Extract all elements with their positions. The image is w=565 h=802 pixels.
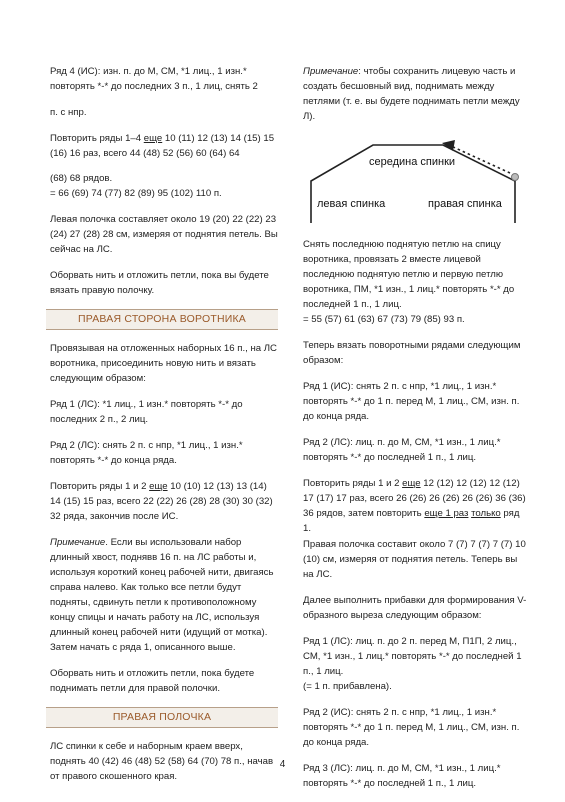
section-heading-right-front: ПРАВАЯ ПОЛОЧКА [46,707,278,728]
right-paragraph: Ряд 2 (ЛС): лиц. п. до М, СМ, *1 изн., 1 лиц.* повторять *-* до последней 1 п., 1 лиц. [303,437,501,463]
right-paragraph: Снять последнюю поднятую петлю на спицу воротника, провязать 2 вместе лицевой последнюю поднятую петлю и первую петлю воротника, ПМ, *1 изн., 1 лиц.* повторять *-* до последней 1 п., 1 лиц. = 55 (57) 61 (63) 67 (73) 79 (85) 93 п. [303,239,515,325]
left-paragraph: Повторить ряды 1 и 2 еще 10 (10) 12 (13) 13 (14) 14 (15) 15 раз, всего 22 (22) 26 (28) 28 (30) 30 (32) 32 ряда, закончив после ИС. [50,481,273,522]
left-paragraph: Ряд 2 (ЛС): снять 2 п. с нпр, *1 лиц., 1 изн.* повторять *-* до конца ряда. [50,440,243,466]
page-number: 4 [279,759,286,770]
left-paragraph: (68) 68 рядов. = 66 (69) 74 (77) 82 (89) 95 (102) 110 п. [50,173,222,199]
right-paragraph: Ряд 3 (ЛС): лиц. п. до М, СМ, *1 изн., 1 лиц.* повторять *-* до последней 1 п., 1 лиц. [303,763,501,789]
left-paragraph: Повторить ряды 1–4 еще 10 (11) 12 (13) 14 (15) 15 (16) 16 раз, всего 44 (48) 52 (56) 60 (64) 64 [50,133,275,159]
left-paragraph: Левая полочка составляет около 19 (20) 22 (22) 23 (24) 27 (28) 28 см, измеряя от поднятия петель. Вы сейчас на ЛС. [50,214,278,255]
section-heading-right-collar: ПРАВАЯ СТОРОНА ВОРОТНИКА [46,309,278,330]
left-paragraph: Провязывая на отложенных наборных 16 п., на ЛС воротника, присоединить новую нить и вязать следующим образом: [50,343,277,384]
left-paragraph: Оборвать нить и отложить петли, пока вы будете вязать правую полочку. [50,270,269,296]
left-paragraph: Ряд 1 (ЛС): *1 лиц., 1 изн.* повторять *-* до последних 2 п., 2 лиц. [50,399,243,425]
diagram-label-right: правая спинка [428,198,502,210]
note-paragraph: Примечание: чтобы сохранить лицевую часть и создать бесшовный вид, поднимать между петлями (т. е. вы будете поднимать петли между Л). [303,66,520,122]
right-paragraph: Ряд 2 (ИС): снять 2 п. с нпр, *1 лиц., 1 изн.* повторять *-* до 1 п. перед М, 1 лиц., СМ, изн. п. до конца ряда. [303,707,520,748]
left-paragraph: Ряд 4 (ИС): изн. п. до М, СМ, *1 лиц., 1 изн.* повторять *-* до последних 3 п., 1 лиц, снять 2 [50,66,258,92]
right-paragraph: Правая полочка составит около 7 (7) 7 (7) 7 (7) 10 (10) см, измеряя от поднятия петель. Теперь вы на ЛС. [303,539,526,580]
left-column [50,64,278,795]
diagram-label-left: левая спинка [317,198,386,210]
right-paragraph: Теперь вязать поворотными рядами следующим образом: [303,340,521,366]
back-pickup-diagram [303,135,529,225]
left-paragraph: п. с нпр. [50,107,87,118]
right-paragraph: Ряд 1 (ИС): снять 2 п. с нпр, *1 лиц., 1 изн.* повторять *-* до 1 п. перед М, 1 лиц., СМ, изн. п. до конца ряда. [303,381,520,422]
right-paragraph: Повторить ряды 1 и 2 еще 12 (12) 12 (12) 12 (12) 17 (17) 17 раз, всего 26 (26) 26 (26) 26 (26) 36 (36) 36 рядов, затем повторить еще 1 раз только ряд 1. [303,478,526,534]
left-paragraph: ЛС спинки к себе и наборным краем вверх, поднять 40 (42) 46 (48) 52 (58) 64 (70) 78 п., начав от правого скошенного края. [50,741,274,782]
note-paragraph: Примечание. Если вы использовали набор длинный хвост, поднявв 16 п. на ЛС работы и, используя короткий конец рабочей нити, двигаясь справа налево. Как только все петли будут подняты, сдвинуть петли к противоположному концу спицы и начать работу на ЛС, используя длинный конец рабочей нити (идущий от мотка). Затем начать с ряда 1, описанного выше. [50,537,274,653]
right-column [303,64,529,802]
right-paragraph: Ряд 1 (ЛС): лиц. п. до 2 п. перед М, П1П, 2 лиц., СМ, *1 изн., 1 лиц.* повторять *-* до последней 1 п., 1 лиц. (= 1 п. прибавлена). [303,636,522,692]
diagram-label-center: середина спинки [369,156,456,168]
right-paragraph: Далее выполнить прибавки для формирования V-образного выреза следующим образом: [303,595,527,621]
start-dot-icon [512,174,519,181]
left-paragraph: Оборвать нить и отложить петли, пока будете поднимать петли для правой полочки. [50,668,255,694]
